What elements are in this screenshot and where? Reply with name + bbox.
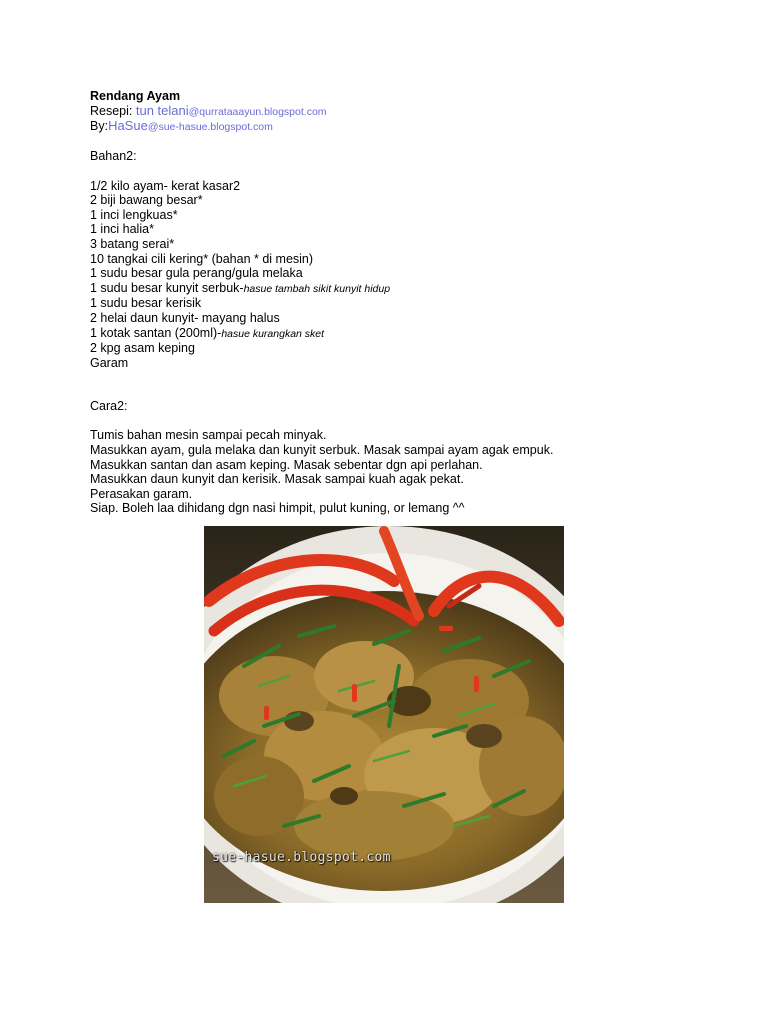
by-credit	[90, 119, 730, 135]
ingredient-item: 1 sudu besar kerisik	[90, 296, 202, 311]
ingredient-list	[90, 179, 730, 371]
resepi-blog-link[interactable]: @qurrataaayun.blogspot.com	[188, 105, 327, 118]
ingredient-item: 2 helai daun kunyit- mayang halus	[90, 310, 280, 325]
resepi-author-link[interactable]: tun telani	[135, 102, 189, 118]
watermark-url: sue-hasue.blogspot.com	[212, 850, 391, 865]
step-item: Masukkan daun kunyit dan kerisik. Masak sampai kuah agak pekat.	[90, 472, 464, 487]
resepi-label: Resepi:	[90, 103, 136, 118]
ingredient-item: Garam	[90, 355, 129, 370]
ingredient-item-santan	[90, 326, 730, 342]
ingredient-item: 1/2 kilo ayam- kerat kasar2	[90, 178, 241, 193]
ingredient-text: 1 sudu besar kunyit serbuk-	[90, 280, 244, 295]
ingredient-item: 1 sudu besar gula perang/gula melaka	[90, 266, 303, 281]
by-blog-link[interactable]: @sue-hasue.blogspot.com	[147, 121, 273, 134]
ingredient-item-kunyit	[90, 281, 730, 297]
ingredient-note: hasue kurangkan sket	[221, 327, 325, 340]
ingredient-item: 1 inci halia*	[90, 222, 154, 237]
ingredient-item: 3 batang serai*	[90, 236, 175, 251]
bahan-heading: Bahan2:	[90, 149, 137, 164]
ingredient-item: 2 biji bawang besar*	[90, 193, 203, 208]
ingredient-item: 1 inci lengkuas*	[90, 207, 178, 222]
cara-heading: Cara2:	[90, 399, 128, 414]
step-item: Siap. Boleh laa dihidang dgn nasi himpit, pulut kuning, or lemang ^^	[90, 501, 465, 516]
food-illustration	[204, 526, 564, 903]
ingredient-item: 2 kpg asam keping	[90, 341, 195, 356]
by-label: By:	[90, 119, 109, 134]
step-item: Masukkan ayam, gula melaka dan kunyit serbuk. Masak sampai ayam agak empuk.	[90, 443, 554, 458]
resepi-credit	[90, 104, 730, 120]
ingredient-note: hasue tambah sikit kunyit hidup	[243, 282, 391, 295]
step-item: Perasakan garam.	[90, 486, 193, 501]
recipe-title: Rendang Ayam	[90, 89, 181, 103]
step-list	[90, 428, 730, 516]
ingredient-item: 10 tangkai cili kering* (bahan * di mesin)	[90, 251, 314, 266]
by-author-link[interactable]: HaSue	[108, 118, 148, 134]
rendang-photo	[204, 526, 564, 903]
step-item: Tumis bahan mesin sampai pecah minyak.	[90, 428, 327, 443]
ingredient-text: 1 kotak santan (200ml)-	[90, 325, 222, 340]
step-item: Masukkan santan dan asam keping. Masak sebentar dgn api perlahan.	[90, 457, 483, 472]
recipe-document	[90, 89, 730, 516]
